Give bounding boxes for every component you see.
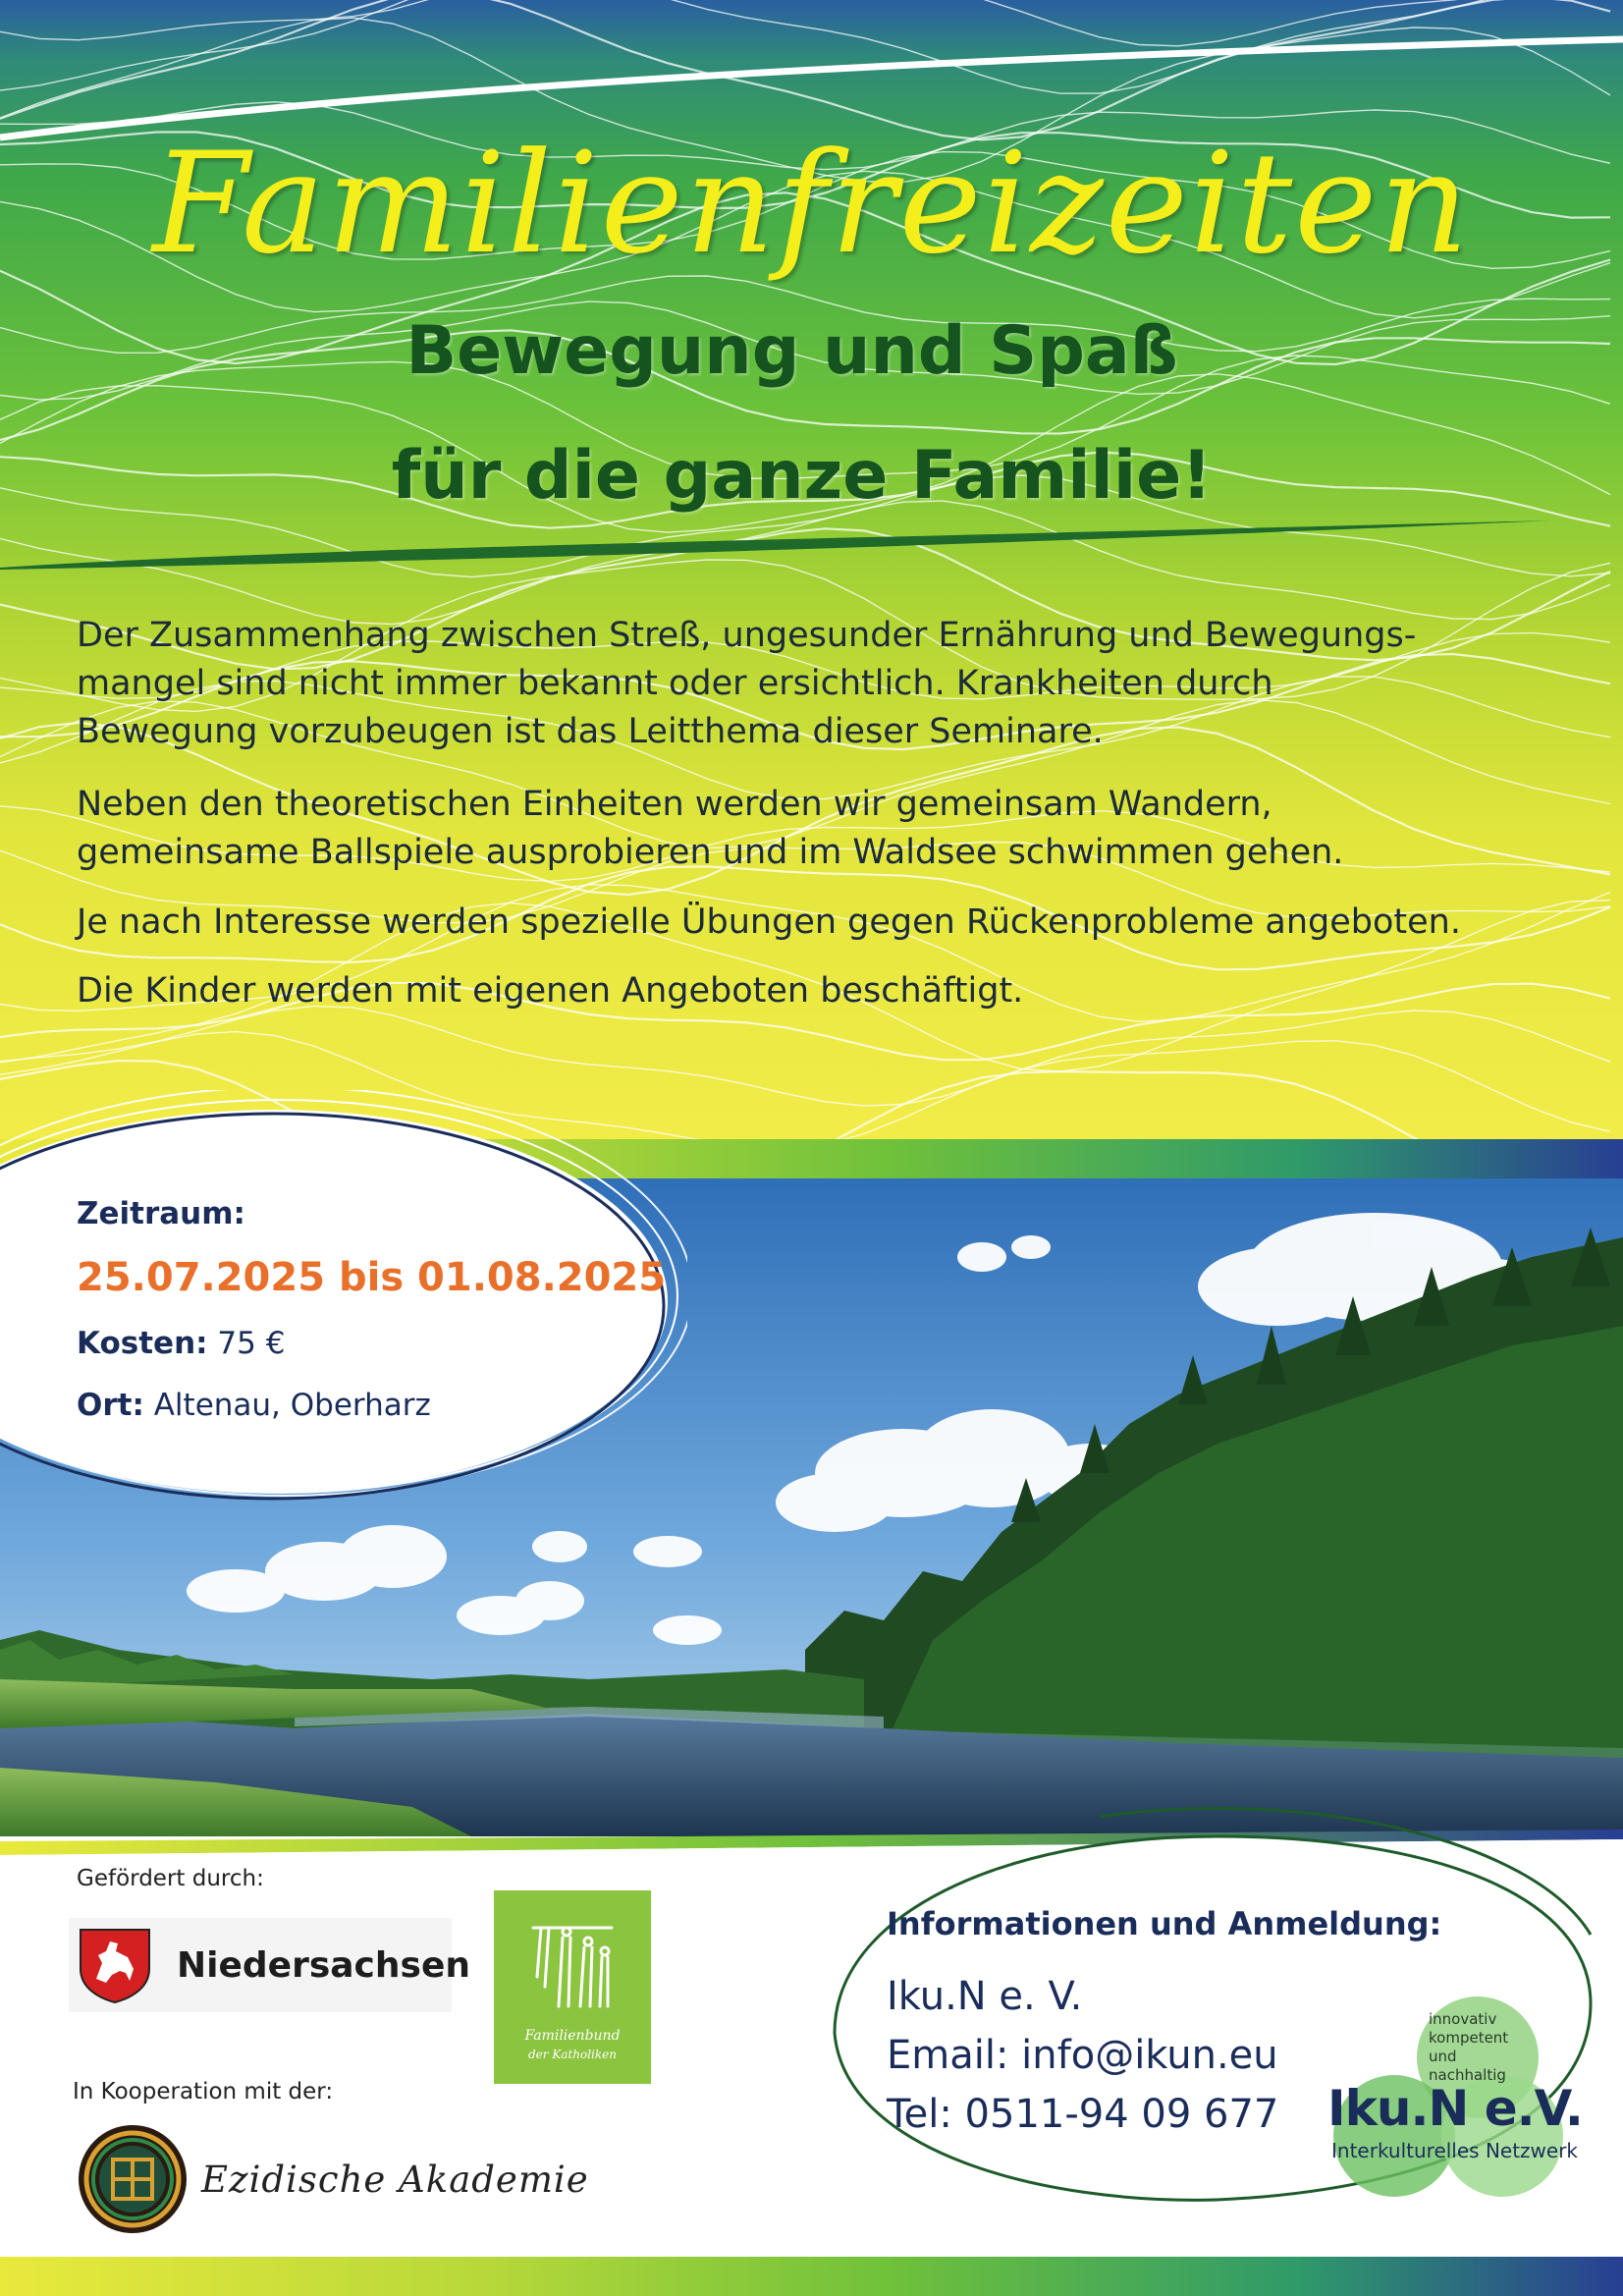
familienbund-subtitle: der Katholiken [527,2048,617,2061]
contact-email[interactable]: Email: info@ikun.eu [887,2033,1278,2078]
location-label: Ort: [77,1388,144,1423]
info-oval [0,1090,687,1512]
family-figures-icon [523,1918,622,2012]
niedersachsen-logo [69,1918,470,2012]
contact-org: Iku.N e. V. [887,1974,1083,2019]
children-paragraph: Die Kinder werden mit eigenen Angeboten beschäftigt. [77,971,1024,1011]
ezidische-akademie-text: Ezidische Akademie [201,2159,589,2201]
funded-by-label: Gefördert durch: [77,1866,264,1891]
ikun-logo-name: Iku.N e.V. [1327,2080,1583,2137]
info-heading: Informationen und Anmeldung: [887,1905,1442,1942]
familienbund-name: Familienbund [524,2028,621,2044]
ikun-logo-subtitle: Interkulturelles Netzwerk [1331,2139,1579,2162]
swoosh-divider [0,511,1623,570]
horse-crest-icon [79,1928,151,2004]
ikun-tag-4: nachhaltig [1429,2066,1506,2084]
cost-value: 75 € [217,1326,286,1361]
ikun-tag-3: und [1429,2048,1457,2065]
cooperation-label: In Kooperation mit der: [73,2079,334,2105]
ikun-tag-1: innovativ [1429,2010,1497,2028]
intro-paragraph: Der Zusammenhang zwischen Streß, ungesunder Ernährung und Bewegungs- mangel sind nicht immer bekannt oder ersichtlich. Krankheiten durch Bewegung vorzubeugen ist das Leitthema dieser Seminare. [77,616,1417,751]
period-dates: 25.07.2025 bis 01.08.2025 [77,1255,667,1300]
ezidische-akademie-emblem-icon [77,2123,189,2236]
location-line [77,1388,431,1423]
niedersachsen-text: Niedersachsen [177,1945,470,1986]
contact-phone[interactable]: Tel: 0511-94 09 677 [887,2092,1279,2137]
back-exercises-paragraph: Je nach Interesse werden spezielle Übungen gegen Rückenprobleme angeboten. [77,902,1461,942]
bottom-gradient-stripe [0,2257,1623,2296]
period-label: Zeitraum: [77,1196,245,1231]
subtitle-line-2: für die ganze Familie! [391,437,1213,515]
cost-line [77,1326,285,1361]
activities-paragraph: Neben den theoretischen Einheiten werden wir gemeinsam Wandern, gemeinsame Ballspiele ausprobieren und im Waldsee schwimmen gehen. [77,785,1344,872]
subtitle-line-1: Bewegung und Spaß [406,312,1178,390]
header-section [0,0,1623,1139]
ikun-tag-2: kompetent [1429,2029,1509,2047]
location-value: Altenau, Oberharz [153,1388,431,1423]
familienbund-logo [494,1890,651,2084]
cost-label: Kosten: [77,1326,208,1361]
page-title: Familienfreizeiten [152,123,1471,285]
